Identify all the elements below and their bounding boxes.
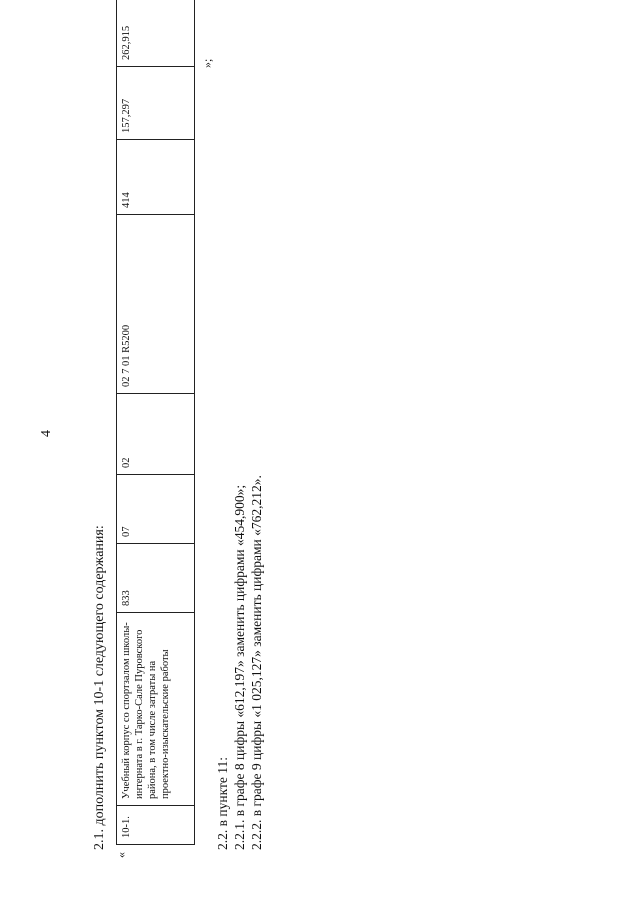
budget-table — [116, 0, 195, 845]
cell-amount-col8: 157,297 — [117, 67, 195, 140]
amendment-item: 2.2. в пункте 11: — [215, 757, 230, 850]
opening-quote: « — [114, 852, 128, 858]
closing-quote: »; — [200, 58, 214, 68]
amendment-item: 2.2.2. в графе 9 цифры «1 025,127» заменить цифрами «762,212». — [249, 475, 264, 850]
page-number: 4 — [39, 430, 54, 437]
amendments-list — [214, 475, 265, 850]
cell-amount-col9: 262,915 — [117, 0, 195, 67]
table-row — [117, 0, 195, 845]
cell-number: 10-1. — [117, 806, 195, 845]
cell-subsection: 02 — [117, 394, 195, 475]
amendment-item: 2.2.1. в графе 8 цифры «612,197» заменить цифрами «454,900»; — [232, 484, 247, 850]
cell-target-article: 02 7 01 R5200 — [117, 215, 195, 394]
cell-ministry-code: 833 — [117, 544, 195, 613]
cell-section: 07 — [117, 475, 195, 544]
cell-object-name: Учебный корпус со спортзалом школы-интерната в г. Тарко-Сале Пуровского района, в том числе затраты на проектно-изыскательские работы — [117, 613, 195, 806]
cell-expense-type: 414 — [117, 140, 195, 215]
intro-text: 2.1. дополнить пунктом 10-1 следующего содержания: — [92, 525, 107, 850]
